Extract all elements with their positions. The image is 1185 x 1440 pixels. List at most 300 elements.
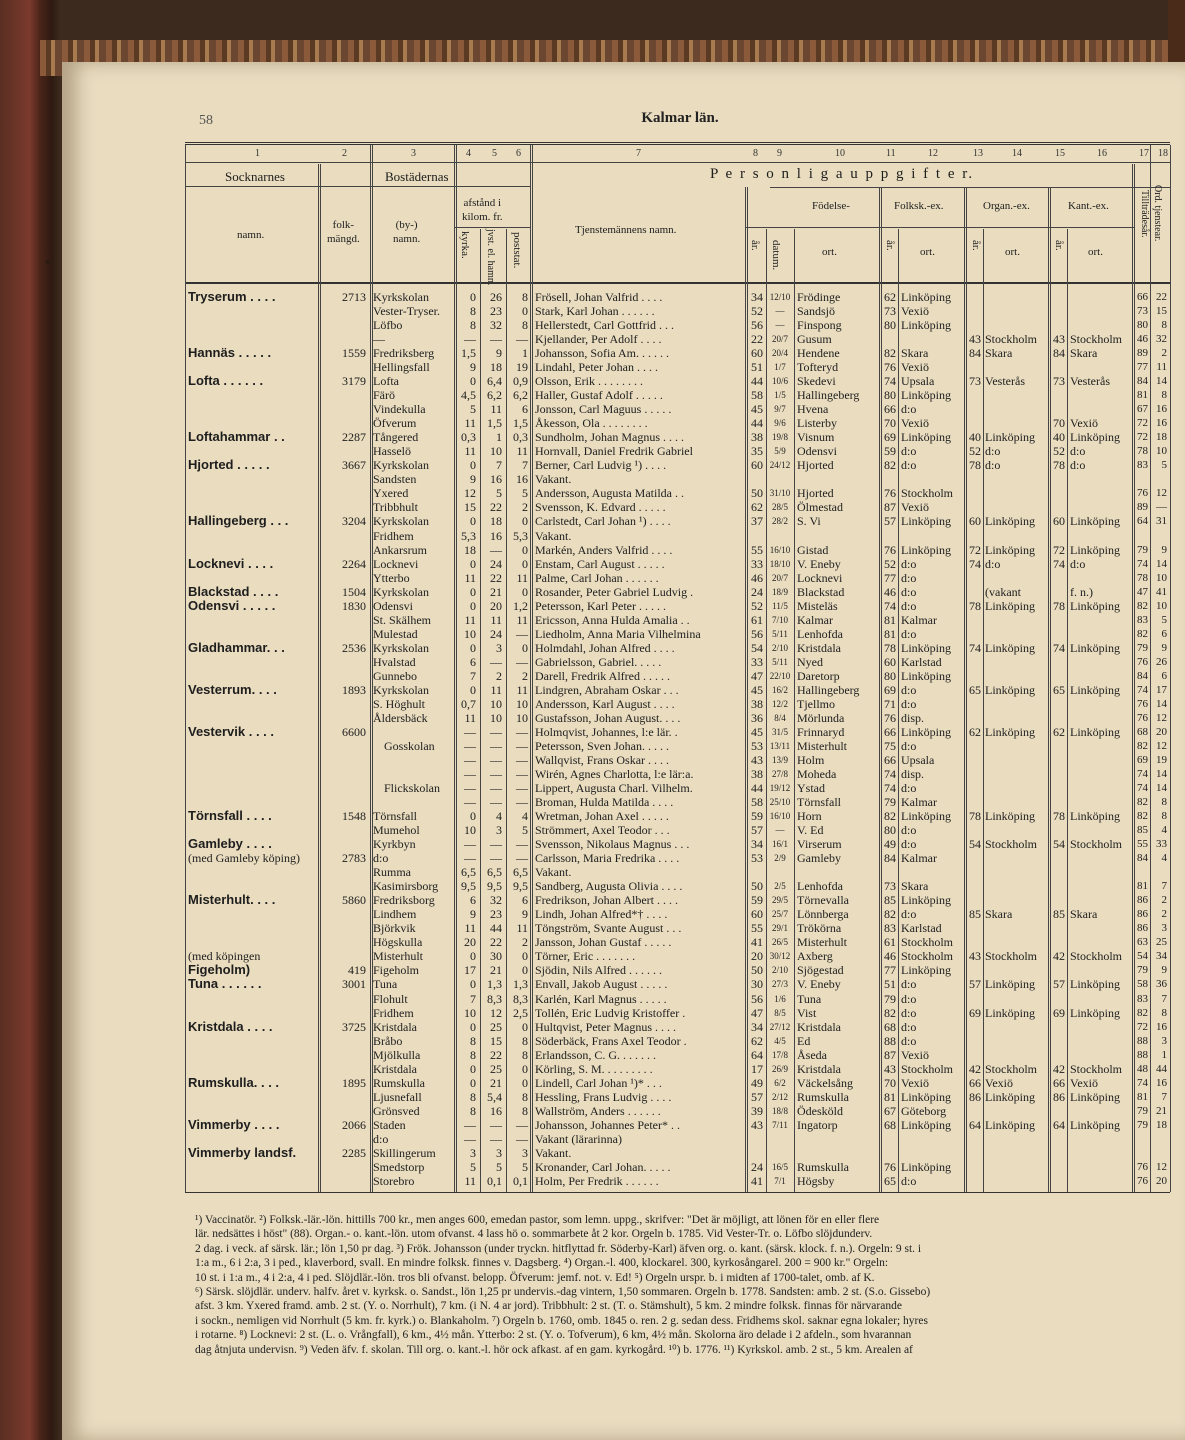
birth-date: 31/5 xyxy=(771,726,788,737)
kant-year: 43 xyxy=(1053,332,1065,347)
folksk-year: 61 xyxy=(884,935,896,950)
parish-name: (med Gamleby köping) xyxy=(188,851,300,866)
folksk-ort-header: ort. xyxy=(920,246,935,258)
folksk-year: 59 xyxy=(884,444,896,459)
folksk-place: d:o xyxy=(901,402,917,417)
distance-post: 11 xyxy=(516,444,528,459)
school-place: Löfbo xyxy=(373,318,403,333)
distance-station: 8,3 xyxy=(487,991,502,1006)
folksk-place: d:o xyxy=(901,738,917,753)
footnote-line: dag åtnjuta undervisn. ⁹) Veden äfv. f. skolan. Till org. o. kant.-l. hör ock afkast. af en gam. kyrkogård. ¹⁰) b. 1776. ¹¹) Kyrkskol. amb. 2 st., 5 km. Arealen af xyxy=(195,1343,913,1356)
distance-station: — xyxy=(490,738,502,753)
teacher-name: Carlstedt, Carl Johan ¹) . . . . xyxy=(535,514,671,529)
folksk-year: 82 xyxy=(884,907,896,922)
entry-year: 21 xyxy=(1156,1104,1167,1117)
organ-year: 78 xyxy=(969,458,981,473)
birth-place: Törnevalla xyxy=(797,893,849,908)
organ-place: Linköping xyxy=(985,514,1035,529)
folksk-place: Linköping xyxy=(901,514,951,529)
distance-church: 6,5 xyxy=(461,865,476,880)
kant-ex-header: Kant.-ex. xyxy=(1068,200,1109,212)
teacher-name: Törner, Eric . . . . . . . xyxy=(535,949,636,964)
folksk-place: d:o xyxy=(901,458,917,473)
kant-year: 85 xyxy=(1053,907,1065,922)
teacher-name: Frösell, Johan Valfrid . . . . xyxy=(535,290,663,304)
birth-year: 38 xyxy=(751,696,763,711)
distance-station: 11 xyxy=(490,402,502,417)
school-place: Tribbhult xyxy=(373,500,418,515)
birth-place: Hallingeberg xyxy=(797,682,860,697)
service-year: 77 xyxy=(1137,361,1148,374)
entry-year: 5 xyxy=(1161,459,1167,472)
distance-post: 0,1 xyxy=(513,1173,528,1188)
organ-year: 62 xyxy=(969,724,981,739)
birth-date: 7/1 xyxy=(774,1175,786,1186)
school-place: Kyrkskolan xyxy=(373,682,429,697)
distance-station: 18 xyxy=(490,514,502,529)
folksk-year: 68 xyxy=(884,1019,896,1034)
birth-place: Lönnberga xyxy=(797,907,849,922)
entry-year: 18 xyxy=(1156,1118,1167,1131)
teacher-name: Vakant. xyxy=(535,865,572,880)
school-place: Färö xyxy=(373,388,395,403)
teacher-name: Wallström, Anders . . . . . . xyxy=(535,1103,661,1118)
birth-date: 12/10 xyxy=(769,292,791,302)
birth-place: Lenhofda xyxy=(797,879,843,894)
organ-year: 66 xyxy=(969,1075,981,1090)
teacher-name: Holmdahl, Johan Alfred . . . . xyxy=(535,640,675,655)
entry-year: 12 xyxy=(1156,1160,1167,1173)
population: 3204 xyxy=(342,514,366,529)
school-place: Grönsved xyxy=(373,1103,420,1118)
organ-place: Skara xyxy=(985,907,1013,922)
parish-name: Loftahammar . . xyxy=(188,429,285,445)
school-place: Rumskulla xyxy=(373,1075,426,1090)
distance-station: 16 xyxy=(490,1103,502,1118)
entry-year: 14 xyxy=(1156,697,1167,710)
school-place: Odensvi xyxy=(373,598,413,613)
distance-church: 0 xyxy=(470,1061,476,1076)
teacher-name: Hessling, Frans Ludvig . . . . xyxy=(535,1089,672,1104)
distance-church: 5 xyxy=(470,1159,476,1174)
column-number: 18 xyxy=(1158,148,1168,159)
entry-year: 8 xyxy=(1161,1006,1167,1019)
birth-date: 20/7 xyxy=(771,572,788,583)
column-number: 6 xyxy=(516,148,521,159)
folksk-year: 74 xyxy=(884,598,896,613)
column-number: 2 xyxy=(342,148,347,159)
distance-station: 25 xyxy=(490,1019,502,1034)
distance-church: 11 xyxy=(464,612,476,627)
organ-place: Linköping xyxy=(985,640,1035,655)
birth-year: 59 xyxy=(751,809,763,824)
organ-place: d:o xyxy=(985,556,1001,571)
organ-place: Stockholm xyxy=(985,1061,1038,1076)
distance-post: 0 xyxy=(522,1061,528,1076)
folksk-year: 82 xyxy=(884,458,896,473)
distance-post: — xyxy=(516,1131,528,1146)
teacher-name: Svensson, Nikolaus Magnus . . . xyxy=(535,837,690,852)
tjenstemannens-namn-header: Tjenstemännens namn. xyxy=(575,224,677,236)
population: 2783 xyxy=(342,851,366,866)
birth-date: 22/10 xyxy=(769,670,791,681)
folksk-place: Linköping xyxy=(901,430,951,445)
distance-church: — xyxy=(464,724,476,739)
school-place: Hvalstad xyxy=(373,654,416,669)
distance-church: — xyxy=(464,767,476,782)
teacher-name: Fredrikson, Johan Albert . . . . xyxy=(535,893,678,908)
entry-year: 16 xyxy=(1156,403,1167,416)
birth-date: 28/2 xyxy=(771,516,788,527)
distance-church: 0 xyxy=(470,1075,476,1090)
birth-place: Hjorted xyxy=(797,486,834,501)
column-number: 12 xyxy=(928,148,938,159)
birth-place: Kalmar xyxy=(797,612,833,627)
distance-post: 0 xyxy=(522,1019,528,1034)
teacher-name: Gustafsson, Johan August. . . . xyxy=(535,710,681,725)
entry-year: 16 xyxy=(1156,1020,1167,1033)
parish-name: (med köpingen xyxy=(188,949,261,964)
birth-year: 39 xyxy=(751,1103,763,1118)
distance-post: 0 xyxy=(522,963,528,978)
organ-year: 54 xyxy=(969,837,981,852)
school-place: S. Höghult xyxy=(373,696,426,711)
service-year: 64 xyxy=(1137,515,1148,528)
birth-year: 62 xyxy=(751,1033,763,1048)
service-year: 76 xyxy=(1137,711,1148,724)
school-place: Lindhem xyxy=(373,907,417,922)
kant-place: Stockholm xyxy=(1070,332,1123,347)
birth-place: Misteläs xyxy=(797,598,838,613)
birth-year: 56 xyxy=(751,318,763,333)
distance-post: 8,3 xyxy=(513,991,528,1006)
kant-year: 66 xyxy=(1053,1075,1065,1090)
organ-place: Linköping xyxy=(985,977,1035,992)
column-number: 7 xyxy=(636,148,641,159)
entry-year: 9 xyxy=(1161,543,1167,556)
service-year: 55 xyxy=(1137,838,1148,851)
distance-post: — xyxy=(516,332,528,347)
distance-post: 11 xyxy=(516,921,528,936)
distance-station: 21 xyxy=(490,963,502,978)
distance-station: 10 xyxy=(490,710,502,725)
school-place: Hasselö xyxy=(373,444,411,459)
distance-church: 11 xyxy=(464,570,476,585)
entry-year: 22 xyxy=(1156,291,1167,303)
kant-ar-header: år. xyxy=(1053,240,1065,251)
distance-station: 20 xyxy=(490,598,502,613)
birth-place: Moheda xyxy=(797,767,837,782)
folksk-place: d:o xyxy=(901,570,917,585)
birth-year: 58 xyxy=(751,388,763,403)
distance-church: 15 xyxy=(464,500,476,515)
kant-year: 62 xyxy=(1053,724,1065,739)
distance-church: 8 xyxy=(470,1103,476,1118)
distance-station: — xyxy=(490,851,502,866)
teacher-name: Hultqvist, Peter Magnus . . . . xyxy=(535,1019,676,1034)
footnote-line: i rotarne. ⁸) Locknevi: 2 st. (L. o. Vrångfall), 6 km., 4½ mån. Ytterbo: 2 st. (Y. o. Tofverum), 6 km, 4½ mån. Skolorna äro delade i 2 afdeln., som hvarannan xyxy=(195,1329,912,1342)
birth-year: 34 xyxy=(751,290,763,304)
distance-post: 0,3 xyxy=(513,430,528,445)
entry-year: 3 xyxy=(1161,922,1167,935)
service-year: 79 xyxy=(1137,1118,1148,1131)
folksk-year: 85 xyxy=(884,893,896,908)
birth-date: 13/11 xyxy=(769,740,791,751)
birth-place: Ödesköld xyxy=(797,1103,843,1118)
entry-year: 12 xyxy=(1156,487,1167,500)
birth-year: 38 xyxy=(751,430,763,445)
column-line xyxy=(898,229,899,1192)
birth-date: 5/11 xyxy=(772,628,788,639)
birth-place: Virserum xyxy=(797,837,842,852)
birth-place: Rumskulla xyxy=(797,1159,850,1174)
teacher-name: Stark, Karl Johan . . . . . . xyxy=(535,304,655,319)
birth-date: — xyxy=(775,825,785,836)
population: 3725 xyxy=(342,1019,366,1034)
birth-year: 56 xyxy=(751,626,763,641)
birth-date: 26/9 xyxy=(771,1063,788,1074)
folksk-place: Linköping xyxy=(901,963,951,978)
distance-station: 22 xyxy=(490,500,502,515)
entry-year: 10 xyxy=(1156,571,1167,584)
bookmark-ribbon xyxy=(1168,0,1185,70)
population: 419 xyxy=(348,963,366,978)
distance-post: 8 xyxy=(522,318,528,333)
folksk-place: d:o xyxy=(901,991,917,1006)
birth-date: 26/5 xyxy=(771,937,788,948)
organ-year: 86 xyxy=(969,1089,981,1104)
header-rule xyxy=(185,162,1170,163)
teacher-name: Johansson, Sofia Am. . . . . . xyxy=(535,346,670,361)
school-place: d:o xyxy=(373,1131,389,1146)
birth-date: 27/8 xyxy=(771,769,788,780)
distance-station: 16 xyxy=(490,528,502,543)
teacher-name: Holm, Per Fredrik . . . . . . xyxy=(535,1173,659,1188)
folksk-place: Kalmar xyxy=(901,795,937,810)
entry-year: 8 xyxy=(1161,796,1167,809)
school-place: Tångered xyxy=(373,430,419,445)
kant-place: Linköping xyxy=(1070,724,1120,739)
service-year: 76 xyxy=(1137,1174,1148,1187)
column-line xyxy=(1067,229,1068,1192)
folksk-place: Linköping xyxy=(901,1159,951,1174)
school-place: Kyrkskolan xyxy=(373,584,429,599)
kant-year: 65 xyxy=(1053,682,1065,697)
teacher-name: Strömmert, Axel Teodor . . . xyxy=(535,823,670,838)
distance-post: 6,5 xyxy=(513,865,528,880)
kant-place: Stockholm xyxy=(1070,837,1123,852)
teacher-name: Vakant. xyxy=(535,472,572,487)
distance-station: 3 xyxy=(496,1145,502,1160)
tilltradesar-header: Tillträdesår. xyxy=(1139,190,1150,238)
folksk-place: Linköping xyxy=(901,640,951,655)
organ-year: 74 xyxy=(969,640,981,655)
teacher-name: Lindell, Carl Johan ¹)* . . . xyxy=(535,1075,662,1090)
folksk-year: 66 xyxy=(884,724,896,739)
folksk-place: d:o xyxy=(901,584,917,599)
distance-station: — xyxy=(490,837,502,852)
birth-date: — xyxy=(775,306,785,317)
column-number: 3 xyxy=(411,148,416,159)
folksk-place: Skara xyxy=(901,879,929,894)
distance-post: 11 xyxy=(516,612,528,627)
folksk-place: Kalmar xyxy=(901,612,937,627)
birth-date: 8/5 xyxy=(774,1007,786,1018)
service-year: 89 xyxy=(1137,347,1148,360)
distance-church: — xyxy=(464,752,476,767)
distance-post: 1,2 xyxy=(513,598,528,613)
organ-place: Skara xyxy=(985,346,1013,361)
kant-year: 57 xyxy=(1053,977,1065,992)
organ-year: 43 xyxy=(969,949,981,964)
school-place: Flohult xyxy=(373,991,408,1006)
folksk-place: Upsala xyxy=(901,752,935,767)
fodelse-header: Födelse- xyxy=(812,200,850,212)
birth-year: 50 xyxy=(751,963,763,978)
population: 3001 xyxy=(342,977,366,992)
kant-year: 74 xyxy=(1053,556,1065,571)
organ-year: 78 xyxy=(969,809,981,824)
teacher-name: Vakant. xyxy=(535,1145,572,1160)
teacher-name: Vakant. xyxy=(535,528,572,543)
distance-post: 9,5 xyxy=(513,879,528,894)
folksk-place: Göteborg xyxy=(901,1103,947,1118)
entry-year: 7 xyxy=(1161,1090,1167,1103)
socken-namn-header: namn. xyxy=(237,229,265,241)
column-number: 1 xyxy=(255,148,260,159)
school-place: Fridhem xyxy=(373,1005,414,1020)
distance-post: 9 xyxy=(522,907,528,922)
birth-place: Törnsfall xyxy=(797,795,841,810)
distance-station: 32 xyxy=(490,318,502,333)
organ-year: 64 xyxy=(969,1117,981,1132)
folksk-year: 66 xyxy=(884,752,896,767)
distance-church: 1,5 xyxy=(461,346,476,361)
distance-church: 0 xyxy=(470,374,476,389)
distance-church: 0 xyxy=(470,977,476,992)
entry-year: 3 xyxy=(1161,1034,1167,1047)
distance-church: 0 xyxy=(470,458,476,473)
birth-place: Listerby xyxy=(797,416,837,431)
folksk-year: 80 xyxy=(884,318,896,333)
folksk-place: d:o xyxy=(901,823,917,838)
population: 2287 xyxy=(342,430,366,445)
service-year: 73 xyxy=(1137,305,1148,318)
folkmangd-header: folk- mängd. xyxy=(327,219,360,245)
birth-year: 52 xyxy=(751,598,763,613)
folksk-place: d:o xyxy=(901,696,917,711)
distance-church: — xyxy=(464,795,476,810)
teacher-name: Carlsson, Maria Fredrika . . . . xyxy=(535,851,680,866)
birth-place: Odensvi xyxy=(797,444,837,459)
kant-place: d:o xyxy=(1070,458,1086,473)
kant-place: Linköping xyxy=(1070,514,1120,529)
distance-post: 5,3 xyxy=(513,528,528,543)
entry-year: 4 xyxy=(1161,824,1167,837)
kant-place: Linköping xyxy=(1070,430,1120,445)
birth-year: 54 xyxy=(751,640,763,655)
column-number: 8 xyxy=(753,148,758,159)
service-year: 54 xyxy=(1137,950,1148,963)
kant-year: 40 xyxy=(1053,430,1065,445)
folksk-place: Vexiö xyxy=(901,1075,929,1090)
footnote-line: 2 dag. i veck. af särsk. lär.; lön 1,50 pr dag. ³) Frök. Johansson (under tryckn. hitflyttad fr. Söderby-Karl) äfven org. o. kant. (särsk. klock. f. n.). Orgeln: 9 st. i xyxy=(195,1242,922,1255)
organ-place: Linköping xyxy=(985,1005,1035,1020)
school-place: Kyrkskolan xyxy=(373,458,429,473)
folksk-place: d:o xyxy=(901,1005,917,1020)
entry-year: 14 xyxy=(1156,782,1167,795)
birth-place: Gistad xyxy=(797,542,829,557)
entry-year: 32 xyxy=(1156,333,1167,346)
birth-year: 62 xyxy=(751,500,763,515)
organ-year: 74 xyxy=(969,556,981,571)
birth-place: Högsby xyxy=(797,1173,835,1188)
distance-church: 0 xyxy=(470,682,476,697)
teacher-name: Wretman, Johan Axel . . . . . xyxy=(535,809,669,824)
folksk-place: Upsala xyxy=(901,374,935,389)
birth-date: 20/4 xyxy=(771,348,788,359)
kant-place: Linköping xyxy=(1070,809,1120,824)
distance-post: 0,9 xyxy=(513,374,528,389)
column-number: 5 xyxy=(492,148,497,159)
birth-year: 36 xyxy=(751,710,763,725)
footnote-line: 1:a m., 6 i 2:a, 3 i ped., klaverbord, svall. En mindre folksk. finnes v. Dagsberg. ⁴) Organ.-l. 400, klockarel. 300, kyrkosångarel. 200 = 900 kr." Orgeln: xyxy=(195,1257,889,1270)
teacher-name: Söderbäck, Frans Axel Teodor . xyxy=(535,1033,687,1048)
folksk-year: 77 xyxy=(884,963,896,978)
parish-name: Vimmerby . . . . xyxy=(188,1116,280,1132)
folksk-year: 81 xyxy=(884,1089,896,1104)
distance-church: — xyxy=(464,837,476,852)
birth-year: 37 xyxy=(751,514,763,529)
footnote-line: 10 st. i 1:a m., 4 i 2:a, 4 i ped. Slöjdlär.-lön. tros bli ofvanst. belopp. Öfverum: jemf. not. v. Ed! ⁵) Orgeln urspr. b. i midten af 1700-talet, omb. af K. xyxy=(195,1271,875,1284)
birth-place: Frödinge xyxy=(797,290,841,304)
folksk-year: 57 xyxy=(884,514,896,529)
distance-church: 0 xyxy=(470,1019,476,1034)
parish-name: Figeholm) xyxy=(188,962,251,978)
kant-year: 73 xyxy=(1053,374,1065,389)
organ-place: Linköping xyxy=(985,809,1035,824)
school-place: Mumehol xyxy=(373,823,420,838)
birth-date: 16/2 xyxy=(771,684,788,695)
folksk-year: 46 xyxy=(884,584,896,599)
teacher-name: Karlén, Karl Magnus . . . . . xyxy=(535,991,667,1006)
kant-year: 54 xyxy=(1053,837,1065,852)
birth-year: 53 xyxy=(751,738,763,753)
poststat-header: poststat. xyxy=(511,232,523,269)
folksk-place: d:o xyxy=(901,444,917,459)
service-year: 74 xyxy=(1137,1076,1148,1089)
teacher-name: Kjellander, Per Adolf . . . . xyxy=(535,332,662,347)
distance-station: — xyxy=(490,654,502,669)
birth-year: 43 xyxy=(751,1117,763,1132)
organ-year: 40 xyxy=(969,430,981,445)
distance-post: — xyxy=(516,654,528,669)
birth-year: 44 xyxy=(751,416,763,431)
footnote-line: afst. 3 km. Yxered framd. amb. 2 st. (Y. o. Norrhult), 7 km. (i N. 4 ar jord). Tribbhult: 2 st. (T. o. Stämshult), 5 km. 2 mindre folksk. finnas för närvarande xyxy=(195,1300,902,1313)
teacher-name: Haller, Gustaf Adolf . . . . . xyxy=(535,388,663,403)
column-line xyxy=(1170,145,1171,1192)
school-place: Fredriksberg xyxy=(373,346,435,361)
teacher-name: Rosander, Peter Gabriel Ludvig . xyxy=(535,584,694,599)
school-place: Kyrkskolan xyxy=(373,514,429,529)
teacher-name: Palme, Carl Johan . . . . . . xyxy=(535,570,659,585)
teacher-name: Johansson, Johannes Peter* . . xyxy=(535,1117,680,1132)
teacher-name: Sundholm, Johan Magnus . . . . xyxy=(535,430,685,445)
distance-post: 4 xyxy=(522,809,528,824)
distance-post: 6,2 xyxy=(513,388,528,403)
distance-post: — xyxy=(516,837,528,852)
service-year: 82 xyxy=(1137,810,1148,823)
